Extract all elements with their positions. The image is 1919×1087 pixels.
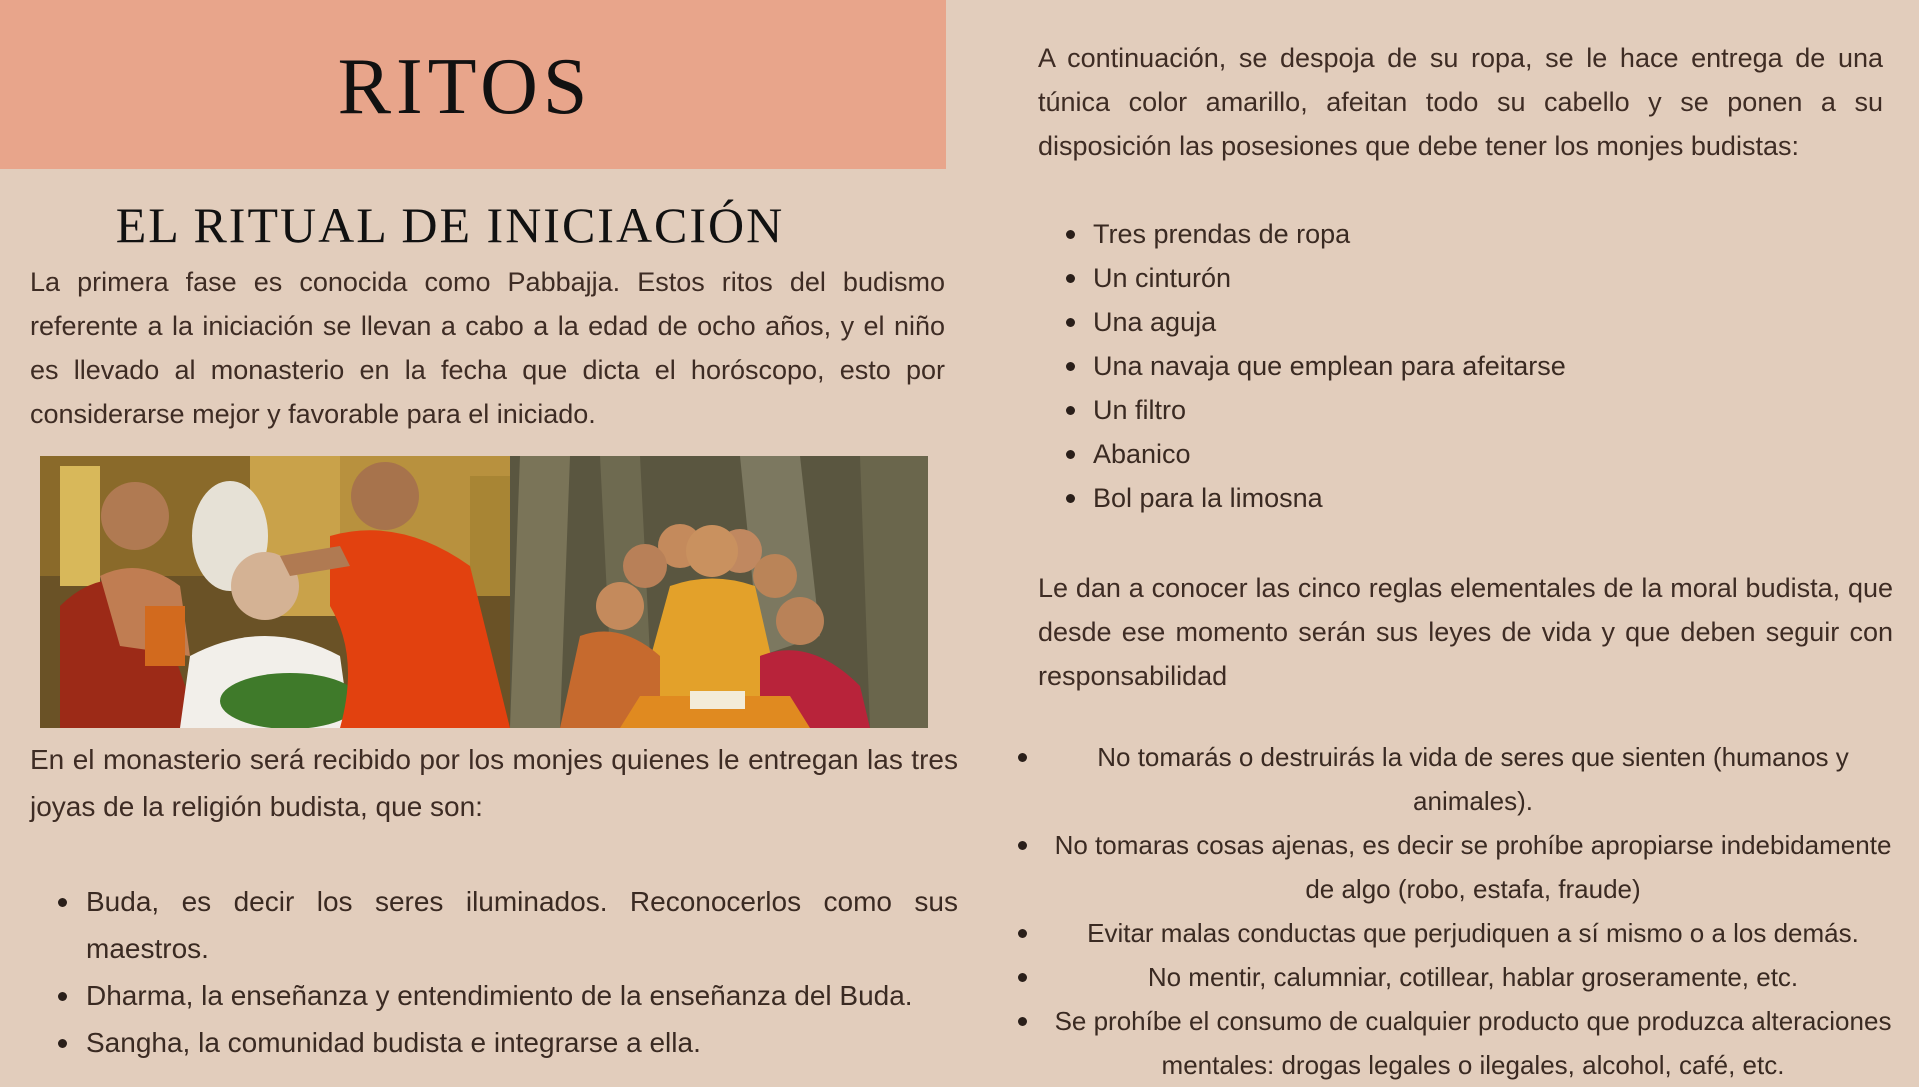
list-item: Una aguja [1066,300,1666,344]
page-title: RITOS [337,43,593,131]
list-item: Buda, es decir los seres iluminados. Reconocerlos como sus maestros. [58,878,958,972]
list-item: Abanico [1066,432,1666,476]
monastery-paragraph: En el monasterio será recibido por los monjes quienes le entregan las tres joyas de la religión budista, que son: [30,744,958,822]
initiation-photos [40,456,928,728]
moral-rules-list [1018,735,1898,1087]
list-item: Sangha, la comunidad budista e integrarse a ella. [58,1019,958,1066]
list-item: No tomaras cosas ajenas, es decir se prohíbe apropiarse indebidamente de algo (robo, estafa, fraude) [1018,823,1898,911]
rules-intro-paragraph: Le dan a conocer las cinco reglas elementales de la moral budista, que desde ese momento serán sus leyes de vida y que deben seguir con responsabilidad [1038,573,1893,691]
list-item: Bol para la limosna [1066,476,1666,520]
intro-paragraph: La primera fase es conocida como Pabbajja. Estos ritos del budismo referente a la iniciación se llevan a cabo a la edad de ocho años, y el niño es llevado al monasterio en la fecha que dicta el horóscopo, esto por considerarse mejor y favorable para el iniciado. [30,267,945,429]
list-item: Dharma, la enseñanza y entendimiento de la enseñanza del Buda. [58,972,958,1019]
list-item: No mentir, calumniar, cotillear, hablar groseramente, etc. [1018,955,1898,999]
list-item: Tres prendas de ropa [1066,212,1666,256]
possessions-list [1066,212,1666,520]
list-item: Un cinturón [1066,256,1666,300]
three-jewels-list [58,878,958,1066]
list-item: No tomarás o destruirás la vida de seres que sienten (humanos y animales). [1018,735,1898,823]
head-shaving-photo [40,456,510,728]
list-item: Un filtro [1066,388,1666,432]
list-item: Se prohíbe el consumo de cualquier producto que produzca alteraciones mentales: drogas legales o ilegales, alcohol, café, etc. [1018,999,1898,1087]
section-subtitle: EL RITUAL DE INICIACIÓN [115,197,785,253]
list-item: Una navaja que emplean para afeitarse [1066,344,1666,388]
novice-monks-photo [510,456,928,728]
right-intro-paragraph: A continuación, se despoja de su ropa, se le hace entrega de una túnica color amarillo, afeitan todo su cabello y se ponen a su disposición las posesiones que debe tener los monjes budistas: [1038,43,1883,161]
list-item: Evitar malas conductas que perjudiquen a sí mismo o a los demás. [1018,911,1898,955]
